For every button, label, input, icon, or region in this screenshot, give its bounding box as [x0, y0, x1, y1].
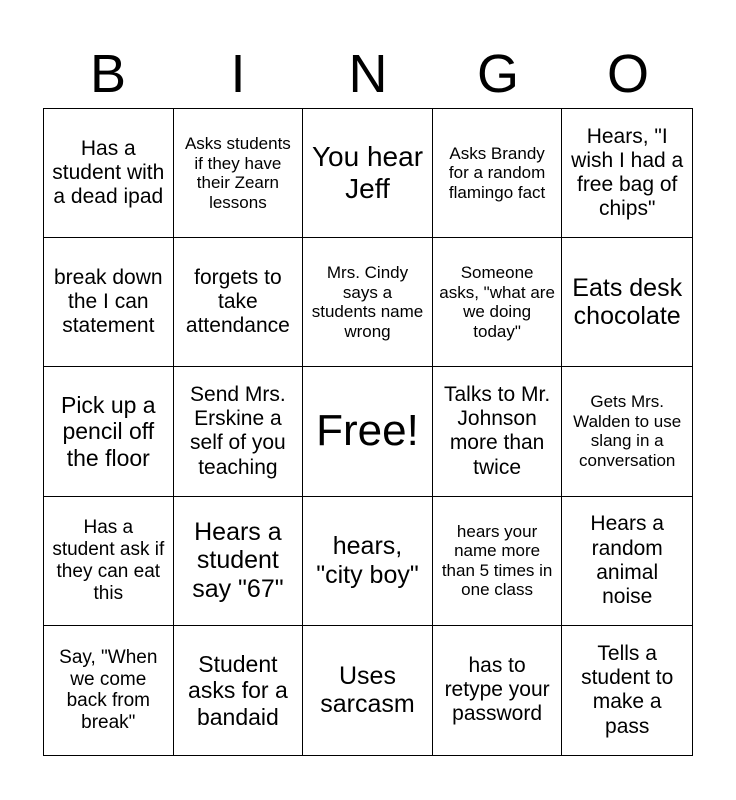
cell-text: hears, "city boy"	[316, 531, 419, 589]
bingo-cell-r5c2[interactable]	[174, 626, 304, 755]
cell-text: Gets Mrs. Walden to use slang in a conversation	[573, 392, 682, 471]
bingo-cell-r4c4[interactable]	[433, 497, 563, 626]
header-letter-i: I	[230, 44, 246, 104]
bingo-cell-r4c1[interactable]	[44, 497, 174, 626]
cell-text: forgets to take attendance	[185, 266, 290, 338]
cell-text: Asks students if they have their Zearn lessons	[184, 134, 291, 212]
bingo-cell-r5c3[interactable]	[303, 626, 433, 755]
bingo-cell-r2c2[interactable]	[174, 238, 304, 367]
bingo-cell-r3c2[interactable]	[174, 367, 304, 496]
bingo-cell-r5c5[interactable]	[562, 626, 692, 755]
cell-text: Student asks for a bandaid	[188, 650, 288, 730]
bingo-cell-r4c3[interactable]	[303, 497, 433, 626]
cell-text: Someone asks, "what are we doing today"	[439, 263, 555, 341]
bingo-cell-r2c3[interactable]	[303, 238, 433, 367]
bingo-cell-r5c4[interactable]	[433, 626, 563, 755]
bingo-cell-r1c2[interactable]	[174, 109, 304, 238]
cell-text: Hears a student say "67"	[192, 517, 284, 604]
cell-text: Has a student ask if they can eat this	[52, 517, 165, 604]
cell-text: has to retype your password	[444, 654, 550, 726]
cell-text: Talks to Mr. Johnson more than twice	[443, 383, 551, 479]
cell-text: You hear Jeff	[311, 140, 424, 205]
cell-text: Hears a random animal noise	[590, 512, 664, 608]
bingo-cell-r2c5[interactable]	[562, 238, 692, 367]
cell-text: Hears, "I wish I had a free bag of chips"	[571, 124, 684, 221]
bingo-cell-r2c1[interactable]	[44, 238, 174, 367]
bingo-cell-r3c1[interactable]	[44, 367, 174, 496]
cell-text: Pick up a pencil off the floor	[60, 391, 156, 471]
bingo-cell-r5c1[interactable]	[44, 626, 174, 755]
bingo-cell-r1c4[interactable]	[433, 109, 563, 238]
header-letter-n: N	[348, 44, 388, 104]
bingo-cell-r1c3[interactable]	[303, 109, 433, 238]
bingo-cell-free[interactable]	[303, 367, 433, 496]
bingo-cell-r1c1[interactable]	[44, 109, 174, 238]
bingo-cell-r4c2[interactable]	[174, 497, 304, 626]
cell-text: Mrs. Cindy says a students name wrong	[311, 263, 424, 341]
bingo-header	[43, 40, 693, 108]
bingo-cell-r3c4[interactable]	[433, 367, 563, 496]
bingo-cell-r4c5[interactable]	[562, 497, 692, 626]
bingo-cell-r3c5[interactable]	[562, 367, 692, 496]
cell-text: Uses sarcasm	[320, 661, 415, 719]
cell-text: Asks Brandy for a random flamingo fact	[448, 143, 546, 202]
header-letter-o: O	[606, 44, 649, 104]
bingo-cell-r2c4[interactable]	[433, 238, 563, 367]
bingo-cell-r1c5[interactable]	[562, 109, 692, 238]
cell-text: Has a student with a dead ipad	[52, 136, 165, 209]
cell-text: Say, "When we come back from break"	[59, 646, 158, 734]
bingo-board	[43, 108, 693, 756]
cell-text: Send Mrs. Erskine a self of you teaching	[190, 383, 286, 479]
header-letter-b: B	[89, 44, 127, 104]
cell-text: Tells a student to make a pass	[581, 642, 674, 738]
header-letter-g: G	[476, 44, 519, 104]
cell-text: break down the I can statement	[54, 266, 163, 338]
cell-text: Eats desk chocolate	[572, 273, 683, 331]
cell-text: hears your name more than 5 times in one class	[441, 521, 553, 600]
free-space-text: Free!	[316, 406, 419, 456]
